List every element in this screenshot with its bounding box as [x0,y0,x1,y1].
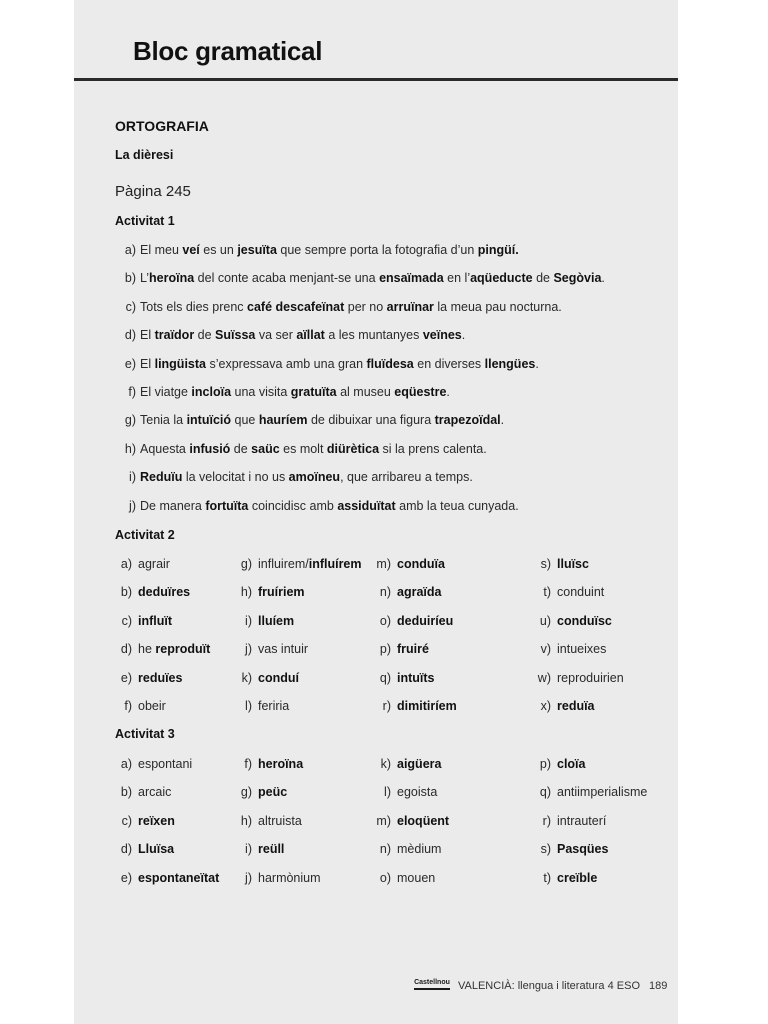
item-label: e) [120,670,132,685]
answer-word: Pasqües [557,842,609,857]
item-label: i) [245,842,252,857]
activity-2-item [531,642,606,656]
activity-1-item [118,442,487,456]
item-label: c) [125,299,136,314]
activity-2-item [371,642,429,656]
item-label: n) [379,585,391,600]
answer-word: lluíem [258,613,295,628]
answer-word: deduiríeu [397,613,454,628]
answer-word: diürètica [326,441,380,456]
answer-word: ensaïmada [379,271,444,286]
sentence-text: . [535,356,539,371]
sentence-text: he [138,642,156,657]
answer-word: Reduïu [140,470,183,485]
item-label: j) [129,498,136,513]
sentence-text: mèdium [397,842,442,857]
answer-word: heroïna [149,271,195,286]
activity-1-item [118,271,605,285]
sentence-text: en diverses [413,356,485,371]
sentence-text: espontani [138,757,193,771]
answer-word: aigüera [397,757,442,771]
sentence-text: Aquesta [140,441,190,456]
activity-1-item [118,413,504,427]
activity-2-item [371,699,457,713]
item-label: q) [539,785,551,800]
sentence-text: El viatge [140,385,192,399]
activity-3-item [531,871,597,885]
sentence-text: coincidisc amb [248,498,338,513]
activity-2-item [112,642,210,656]
activity-2-item [232,642,308,656]
activity-1-item [118,300,562,314]
item-label: r) [542,813,551,828]
activity-2-item [371,557,445,571]
sentence-text: influirem/ [258,557,309,571]
item-label: f) [244,757,252,771]
sentence-text: intueixes [557,642,607,657]
activity-3-item [371,814,449,828]
sentence-text: , que arribareu a temps. [340,470,473,485]
activity-2-item [112,557,170,571]
activity-3-item [112,785,171,799]
answer-word: veí [182,243,200,257]
item-label: t) [543,585,551,600]
sentence-text: la meua pau nocturna. [433,299,562,314]
answer-word: reduïa [557,699,595,713]
activity-1-item [118,328,465,342]
sentence-text: . [500,413,505,428]
activity-2-item [531,557,589,571]
answer-word: amoïneu [288,470,341,485]
item-label: m) [376,813,391,828]
item-label: e) [120,870,132,885]
activity-3-item [112,871,219,885]
answer-word: creïble [557,870,598,885]
sentence-text: arcaic [138,785,172,800]
sentence-text: per no [344,299,387,314]
item-label: e) [124,356,136,371]
answer-word: lluïsc [557,557,589,571]
sentence-text: de [230,441,252,456]
page-reference: Pàgina 245 [115,183,191,200]
answer-word: reduïes [138,670,183,685]
activity-1-item [118,499,519,513]
activity-1-item [118,357,539,371]
answer-word: fluïdesa [366,356,414,371]
item-label: r) [382,699,391,713]
activity-2-item [112,614,172,628]
item-label: p) [539,757,551,771]
sentence-text: que [231,413,259,428]
answer-word: trapezoïdal [434,413,501,428]
answer-word: intuïció [186,413,232,428]
sentence-text: conduint [557,585,605,600]
sentence-text: . [461,328,466,343]
item-label: l) [384,785,391,800]
sentence-text: intrauterí [557,813,607,828]
item-label: s) [540,842,551,857]
item-label: i) [245,613,252,628]
activity-2-item [112,585,190,599]
answer-word: assiduïtat [337,498,396,513]
sentence-text: a les muntanyes [324,328,423,343]
activity-3-item [371,757,441,771]
sentence-text: Tenia la [140,413,187,428]
sentence-text: de [532,271,554,286]
activity-3-item [531,785,647,799]
item-label: d) [120,642,132,657]
answer-word: reïxen [138,813,175,828]
activity-1-item [118,470,473,484]
activity-3-item [531,814,606,828]
activity-2-item [531,614,612,628]
sentence-text: de [194,328,216,343]
item-label: b) [120,585,132,600]
sentence-text: una visita [231,385,291,399]
activity-2-item [371,585,441,599]
sentence-text: reproduirien [557,670,624,685]
answer-word: jesuïta [237,243,277,257]
sentence-text: De manera [140,498,206,513]
activity-1-item [118,243,519,257]
answer-word: conduïsc [557,613,612,628]
activity-2-item [531,699,595,713]
activity-3-item [232,842,284,856]
activity-1-item [118,385,450,399]
activity-2-item [232,671,299,685]
sentence-text: vas intuir [258,642,309,657]
sentence-text: obeir [138,699,166,713]
answer-word: conduïa [397,557,445,571]
activity-3-item [112,842,174,856]
sentence-text: va ser [255,328,297,343]
item-label: p) [379,642,391,657]
item-label: u) [539,613,551,628]
item-label: a) [124,243,136,257]
answer-word: incloïa [191,385,232,399]
activity-2-item [531,671,624,685]
answer-word: conduí [258,670,299,685]
item-label: b) [124,271,136,286]
answer-word: espontaneïtat [138,870,220,885]
answer-word: lingüista [154,356,206,371]
footer-page-number: 189 [649,980,668,992]
activity-2-heading: Activitat 2 [115,528,175,542]
answer-word: influït [138,613,173,628]
item-label: k) [241,670,252,685]
sentence-text: El [140,356,155,371]
document-page [74,0,678,1024]
answer-word: dimitiríem [397,699,457,713]
sentence-text: amb la teua cunyada. [395,498,519,513]
item-label: b) [120,785,132,800]
item-label: f) [124,699,132,713]
activity-2-item [112,699,166,713]
answer-word: infusió [189,441,231,456]
sentence-text: agrair [138,557,170,571]
publisher-logo: Castellnou [414,978,450,996]
item-label: j) [245,870,252,885]
activity-3-item [371,785,437,799]
item-label: d) [124,328,136,343]
item-label: i) [129,470,136,485]
item-label: v) [540,642,551,657]
sentence-text: feriria [258,699,290,713]
activity-3-item [112,757,192,771]
title-divider [74,78,678,81]
answer-word: intuïts [397,670,435,685]
answer-word: peüc [258,785,288,800]
answer-word: Lluïsa [138,842,175,857]
activity-2-item [232,699,289,713]
item-label: o) [379,613,391,628]
sentence-text: es molt [279,441,327,456]
sentence-text: s’expressava amb una gran [206,356,367,371]
activity-3-item [232,814,302,828]
answer-word: Suïssa [215,328,256,343]
answer-word: traïdor [154,328,195,343]
sentence-text: harmònium [258,870,321,885]
item-label: h) [240,813,252,828]
sentence-text: altruista [258,813,302,828]
answer-word: fortuïta [205,498,249,513]
answer-word: heroïna [258,757,304,771]
item-label: s) [540,557,551,571]
item-label: o) [379,870,391,885]
sentence-text: mouen [397,870,436,885]
item-label: t) [543,870,551,885]
item-label: q) [379,670,391,685]
answer-word: gratuïta [290,385,337,399]
answer-word: saüc [251,441,280,456]
sentence-text: El [140,328,155,343]
sentence-text: L’ [140,271,150,286]
answer-word: influírem [308,557,362,571]
activity-3-item [112,814,175,828]
item-label: d) [120,842,132,857]
answer-word: eloqüent [397,813,450,828]
answer-word: reproduït [155,642,211,657]
item-label: c) [121,613,132,628]
sentence-text: la velocitat i no us [182,470,289,485]
item-label: g) [240,557,252,571]
activity-3-item [531,842,608,856]
sentence-text: es un [199,243,238,257]
answer-word: eqüestre [394,385,447,399]
sentence-text: . [446,385,450,399]
item-label: g) [240,785,252,800]
activity-2-item [371,614,453,628]
activity-3-heading: Activitat 3 [115,727,175,741]
answer-word: deduïres [138,585,191,600]
answer-word: fruiré [397,642,429,657]
sentence-text: en l’ [443,271,471,286]
answer-word: llengües [484,356,536,371]
item-label: a) [120,757,132,771]
sentence-text: que sempre porta la fotografia d’un [276,243,478,257]
activity-3-item [232,757,303,771]
answer-word: veïnes [422,328,462,343]
activity-3-item [371,871,435,885]
sentence-text: Tots els dies prenc [140,299,247,314]
activity-3-item [371,842,441,856]
footer-text: VALENCIÀ: llengua i literatura 4 ESO [458,980,640,992]
activity-2-item [232,557,362,571]
sentence-text: de dibuixar una figura [307,413,435,428]
sentence-text: El meu [140,243,183,257]
answer-word: aïllat [296,328,325,343]
item-label: x) [540,699,551,713]
answer-word: reüll [258,842,285,857]
sentence-text: del conte acaba menjant-se una [194,271,380,286]
activity-2-item [232,585,305,599]
item-label: j) [245,642,252,657]
item-label: m) [376,557,391,571]
page-title: Bloc gramatical [133,36,323,66]
item-label: n) [379,842,391,857]
activity-2-item [531,585,604,599]
item-label: k) [380,757,391,771]
item-label: l) [245,699,252,713]
section-heading: ORTOGRAFIA [115,118,209,134]
activity-1-heading: Activitat 1 [115,214,175,228]
item-label: g) [124,413,136,428]
answer-word: aqüeducte [470,271,533,286]
sentence-text: antiimperialisme [557,785,648,800]
item-label: f) [128,385,136,399]
activity-2-item [371,671,435,685]
item-label: h) [124,441,136,456]
sentence-text: . [601,271,605,286]
item-label: w) [537,670,551,685]
item-label: c) [121,813,132,828]
answer-word: cloïa [557,757,586,771]
item-label: h) [240,585,252,600]
answer-word: agraïda [397,585,442,600]
sentence-text: al museu [336,385,395,399]
activity-2-item [112,671,182,685]
answer-word: hauríem [258,413,308,428]
answer-word: pingüí. [477,243,519,257]
sentence-text: si la prens calenta. [379,441,487,456]
answer-word: café descafeïnat [247,299,345,314]
activity-3-item [531,757,586,771]
answer-word: Segòvia [553,271,602,286]
sentence-text: egoista [397,785,438,800]
answer-word: fruíriem [258,585,305,600]
activity-3-item [232,785,287,799]
activity-3-item [232,871,321,885]
subsection-heading: La dièresi [115,148,174,162]
activity-2-item [232,614,294,628]
item-label: a) [120,557,132,571]
answer-word: arruïnar [386,299,434,314]
